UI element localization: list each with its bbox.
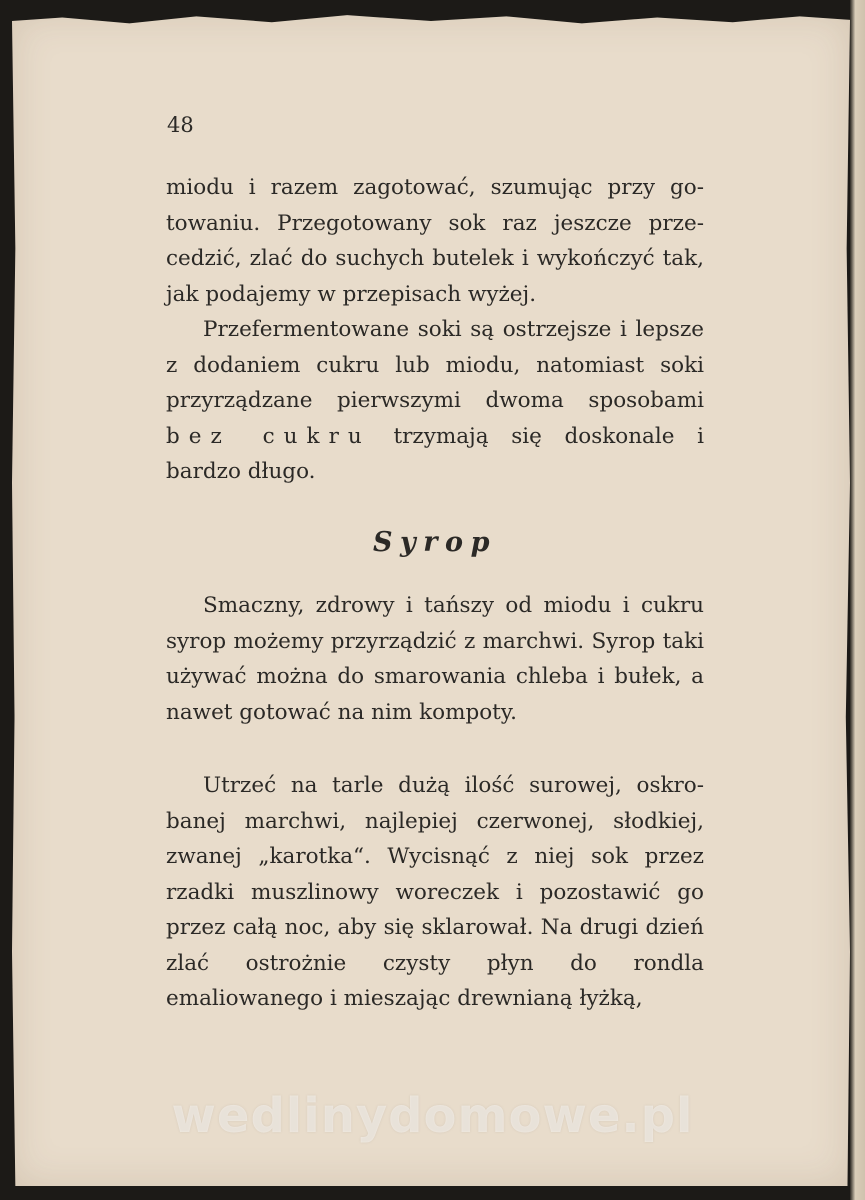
page-edge-strip	[850, 0, 865, 1200]
page-number: 48	[167, 113, 194, 137]
paragraph-syrup-method: Utrzeć na tarle dużą ilość surowej, oskrobanej marchwi, najlepiej czerwonej, słodkiej, zwanej „karotka“. Wycisnąć z niej sok przez rzadki muszlinowy woreczek i pozostawić go przez całą noc, aby się sklarował. Na drugi dzień zlać ostrożnie czysty płyn do rondla emaliowanego i mieszając drewnianą łyżką,	[166, 773, 704, 1011]
paragraph-continuation: miodu i razem zagotować, szumując przy gotowaniu. Przegotowany sok raz jeszcze przecedzić, zlać do suchych butelek i wykończyć tak, jak podajemy w przepisach wyżej.	[166, 175, 704, 307]
paragraph-text: Przefermentowane soki są ostrzejsze i lepsze z dodaniem cukru lub miodu, natomiast soki przyrządzane pierwszymi dwoma sposobami	[166, 317, 704, 413]
paragraph-text: trzymają się doskonale i bardzo długo.	[166, 423, 705, 484]
paragraph-syrup-intro: Smaczny, zdrowy i tańszy od miodu i cukru syrop możemy przyrządzić z marchwi. Syrop taki używać można do smarowania chleba i bułek, a nawet gotować na nim kompoty.	[166, 593, 704, 725]
paragraph-fermented-juices	[166, 312, 704, 490]
section-heading: Syrop	[372, 527, 498, 558]
watermark: wedlinydomowe.pl	[171, 1088, 694, 1144]
emphasized-phrase: bez cukru	[166, 423, 371, 449]
